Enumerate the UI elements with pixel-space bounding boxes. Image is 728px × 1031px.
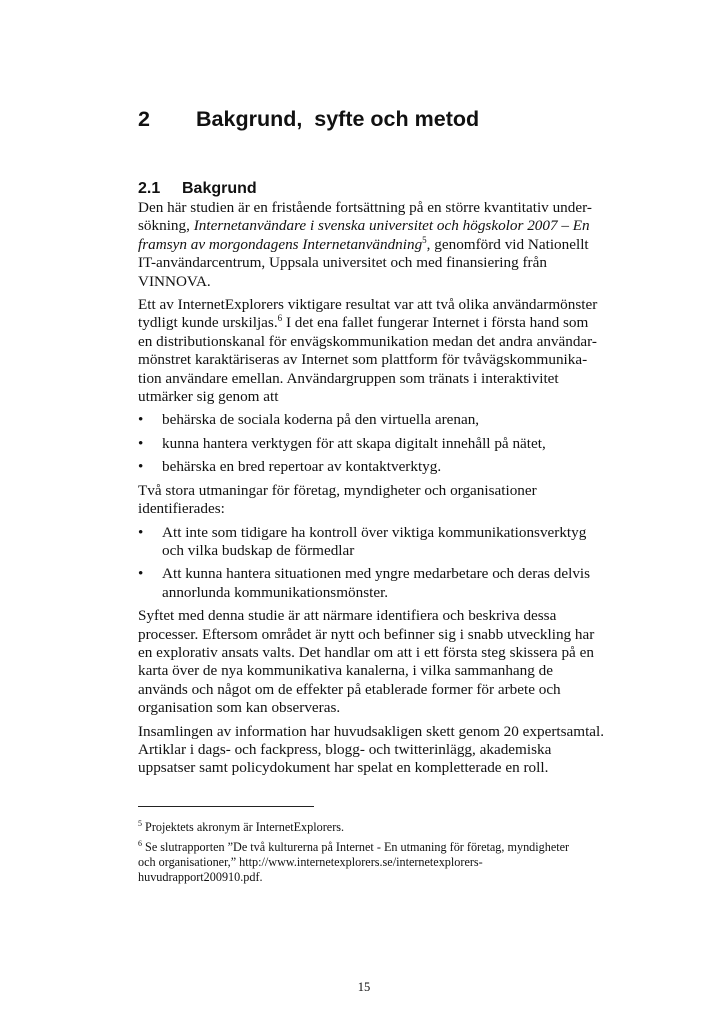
chapter-number: 2 [138, 107, 150, 131]
list-item: • kunna hantera verktygen för att skapa digitalt innehåll på nätet, [138, 434, 546, 452]
page-number: 15 [357, 980, 371, 994]
method-paragraph: Insamlingen av information har huvudsakligen skett genom 20 expertsamtal. Artiklar i dags- och fackpress, blogg- och twitterinlägg, akademiska uppsatser samt policydokument har spelat en kompletterade en roll. [138, 722, 605, 777]
body-text [138, 199, 605, 783]
bullet-icon: • [138, 565, 144, 583]
footnotes [138, 820, 608, 890]
bullet-icon: • [138, 411, 144, 429]
chapter-heading [138, 105, 479, 133]
chapter-title: Bakgrund, syfte och metod [196, 107, 480, 131]
footnote-ref-5: 5 [422, 234, 427, 245]
cited-study-title-cont: framsyn av morgondagens Internetanvändning [138, 235, 423, 253]
footnote-5: $^5$ Projektets akronym är InternetExplorers. [138, 819, 345, 834]
bullet-icon: • [138, 523, 144, 541]
bullet-icon: • [138, 458, 144, 476]
footnote-link[interactable]: och organisationer,” http://www.internetexplorers.se/internetexplorers- [138, 855, 483, 869]
section-heading [138, 179, 257, 199]
challenges-list [138, 524, 598, 603]
results-paragraph: Ett av InternetExplorers viktigare resultat var att två olika användarmönster tydligt kunde urskiljas.$^6$ I det ena fallet fungerar Internet i första hand som en distributionskanal för envägskommunikation medan det andra användar- mönstret karaktäriseras av Internet som plattform för tvåvägskommunika- tion användare emellan. Användargruppen som tränats i interaktivitet utmärker sig genom att [138, 296, 598, 406]
list-item: • behärska de sociala koderna på den virtuella arenan, [138, 411, 480, 429]
section-title: Bakgrund [182, 180, 257, 197]
footnote-number: 6 [138, 839, 142, 848]
list-item: • Att kunna hantera situationen med yngre medarbetare och deras delvis annorlunda kommunikationsmönster. [138, 565, 591, 601]
list-item: • Att inte som tidigare ha kontroll över viktiga kommunikationsverktyg och vilka budskap de förmedlar [138, 523, 587, 559]
skills-list [138, 411, 598, 476]
cited-study-title: Internetanvändare i svenska universitet och högskolor 2007 – En [193, 217, 590, 235]
footnote-separator [138, 806, 314, 807]
footnote-ref-6: 6 [277, 313, 283, 324]
footnote-number: 5 [138, 819, 142, 828]
footnote-6: $^6$ Se slutrapporten ”De två kulturerna på Internet - En utmaning för företag, myndigheter och organisationer,” http://www.internetexplorers.se/internetexplorers- huvudrapport200910.pdf. [138, 839, 570, 884]
list-item: • behärska en bred repertoar av kontaktverktyg. [138, 458, 442, 476]
bullet-icon: • [138, 434, 144, 452]
intro-paragraph: Den här studien är en fristående fortsättning på en större kvantitativ under- sökning, Internetanvändare i svenska universitet och högskolor 2007 – En framsyn av morgondagens Internetanvändning$^5$, genomförd vid Nationellt IT-användarcentrum, Uppsala universitet och med finansiering från VINNOVA. [138, 199, 592, 290]
purpose-paragraph: Syftet med denna studie är att närmare identifiera och beskriva dessa processer. Eftersom området är nytt och befinner sig i snabb utveckling har en explorativ ansats valts. Det handlar om att i ett första steg skissera på en karta över de nya kommunikativa kanalerna, i vilka sammanhang de används och något om de effekter på etablerade former för arbete och organisation som kan observeras. [138, 607, 595, 717]
challenges-intro-paragraph: Två stora utmaningar för företag, myndigheter och organisationer identifierades: [138, 481, 537, 518]
section-number: 2.1 [138, 180, 161, 197]
